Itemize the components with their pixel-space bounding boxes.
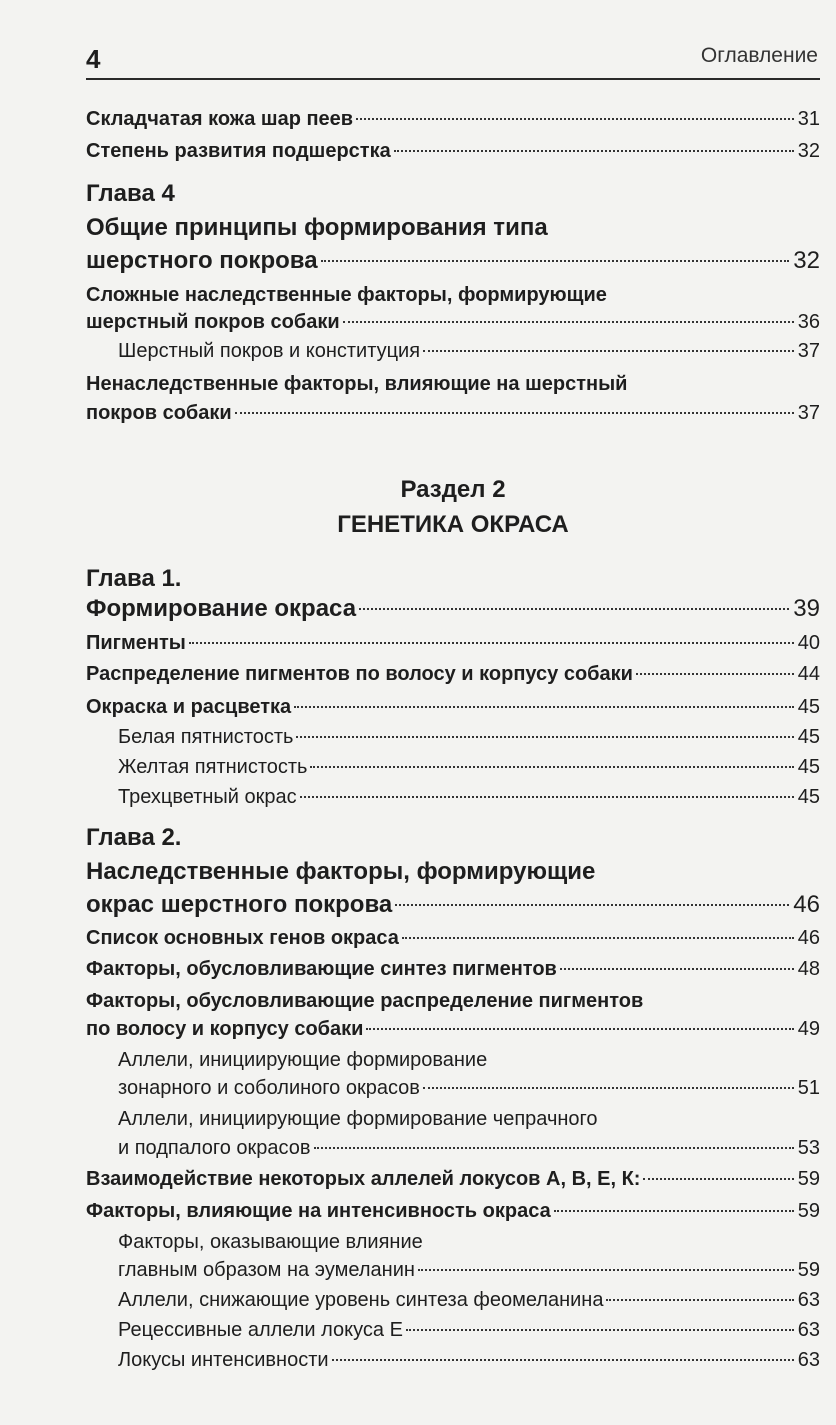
toc-entry[interactable] [86, 927, 820, 957]
page-number: 4 [86, 44, 101, 74]
toc-subentry[interactable] [118, 726, 820, 756]
toc-entry-page: 40 [797, 632, 820, 654]
toc-entry[interactable] [86, 311, 820, 341]
chapter-entry[interactable] [86, 891, 820, 925]
toc-entry-title: Степень развития подшерстка [86, 140, 391, 162]
toc-entry-page: 46 [797, 927, 820, 949]
leader-dots [359, 608, 789, 610]
toc-entry[interactable] [86, 632, 820, 662]
leader-dots [310, 766, 793, 768]
toc-entry-page: 45 [797, 696, 820, 718]
toc-entry[interactable] [86, 1200, 820, 1230]
toc-entry-page: 59 [797, 1168, 820, 1190]
toc-entry[interactable] [86, 140, 820, 170]
toc-entry[interactable] [86, 696, 820, 726]
toc-entry-title: Распределение пигментов по волосу и корпусу собаки [86, 663, 633, 685]
toc-entry-title: главным образом на эумеланин [118, 1259, 415, 1281]
toc-entry-page: 49 [797, 1018, 820, 1040]
toc-entry-title: Белая пятнистость [118, 726, 294, 748]
toc-entry-page: 63 [797, 1289, 820, 1311]
chapter-page: 32 [793, 247, 820, 274]
toc-entry-page: 36 [797, 311, 820, 333]
chapter-page: 46 [793, 891, 820, 918]
leader-dots [235, 412, 794, 414]
toc-entry[interactable] [86, 402, 820, 432]
leader-dots [554, 1210, 794, 1212]
toc-entry-title: Окраска и расцветка [86, 696, 292, 718]
toc-entry-title: покров собаки [86, 402, 232, 424]
toc-entry-title: Трехцветный окрас [118, 786, 297, 808]
running-title: Оглавление [700, 44, 818, 67]
toc-entry-title: зонарного и соболиного окрасов [118, 1077, 420, 1099]
leader-dots [394, 150, 794, 152]
toc-subentry[interactable] [118, 1137, 820, 1167]
toc-subentry[interactable] [118, 1289, 820, 1319]
toc-entry-page: 45 [797, 756, 820, 778]
toc-entry[interactable] [86, 958, 820, 988]
toc-subentry[interactable] [118, 756, 820, 786]
toc-entry-title: Складчатая кожа шар пеев [86, 108, 354, 130]
toc-entry-title: Факторы, влияющие на интенсивность окраса [86, 1200, 551, 1222]
toc-entry[interactable] [86, 663, 820, 693]
toc-entry-title: Рецессивные аллели локуса Е [118, 1319, 403, 1341]
toc-entry-page: 45 [797, 726, 820, 748]
toc-entry-line: Факторы, обусловливающие распределение пигментов [86, 990, 644, 1012]
chapter-label: Глава 1. [86, 565, 182, 592]
toc-entry-line: Сложные наследственные факторы, формирующие [86, 284, 607, 306]
leader-dots [423, 1087, 794, 1089]
toc-entry-page: 63 [797, 1349, 820, 1371]
toc-subentry[interactable] [118, 1319, 820, 1349]
toc-entry-page: 53 [797, 1137, 820, 1159]
leader-dots [606, 1299, 793, 1301]
toc-subentry[interactable] [118, 1349, 820, 1379]
toc-entry-title: и подпалого окрасов [118, 1137, 311, 1159]
toc-subentry[interactable] [118, 340, 820, 370]
leader-dots [189, 642, 794, 644]
chapter-page: 39 [793, 595, 820, 622]
leader-dots [560, 968, 794, 970]
chapter-title-line: Общие принципы формирования типа [86, 214, 548, 241]
toc-entry-page: 37 [797, 340, 820, 362]
leader-dots [366, 1028, 793, 1030]
toc-entry-page: 45 [797, 786, 820, 808]
toc-entry-title: шерстный покров собаки [86, 311, 340, 333]
leader-dots [395, 904, 789, 906]
toc-entry[interactable] [86, 108, 820, 138]
leader-dots [343, 321, 794, 323]
leader-dots [294, 706, 794, 708]
toc-entry-title: Пигменты [86, 632, 186, 654]
toc-subentry-line: Аллели, инициирующие формирование [118, 1049, 488, 1071]
leader-dots [636, 673, 794, 675]
toc-entry-page: 48 [797, 958, 820, 980]
leader-dots [314, 1147, 794, 1149]
section-title: ГЕНЕТИКА ОКРАСА [337, 511, 569, 538]
chapter-title: окрас шерстного покрова [86, 891, 393, 918]
toc-entry-title: Взаимодействие некоторых аллелей локусов А, В, Е, К: [86, 1168, 641, 1190]
toc-entry-title: по волосу и корпусу собаки [86, 1018, 364, 1040]
chapter-label: Глава 2. [86, 824, 182, 851]
toc-entry-page: 44 [797, 663, 820, 685]
toc-entry-line: Ненаследственные факторы, влияющие на шерстный [86, 373, 628, 395]
leader-dots [296, 736, 793, 738]
toc-subentry[interactable] [118, 1259, 820, 1289]
toc-entry-title: Шерстный покров и конституция [118, 340, 421, 362]
chapter-title-line: Наследственные факторы, формирующие [86, 858, 596, 885]
page-header [86, 38, 820, 80]
toc-entry-title: Факторы, обусловливающие синтез пигментов [86, 958, 557, 980]
chapter-title: шерстного покрова [86, 247, 318, 274]
leader-dots [356, 118, 794, 120]
toc-entry[interactable] [86, 1018, 820, 1048]
leader-dots [643, 1178, 793, 1180]
leader-dots [406, 1329, 794, 1331]
toc-subentry-line: Факторы, оказывающие влияние [118, 1231, 423, 1253]
toc-subentry[interactable] [118, 786, 820, 816]
toc-entry-title: Желтая пятнистость [118, 756, 308, 778]
chapter-entry[interactable] [86, 247, 820, 281]
chapter-label: Глава 4 [86, 180, 175, 207]
toc-subentry-line: Аллели, инициирующие формирование чепрачного [118, 1108, 598, 1130]
leader-dots [332, 1359, 794, 1361]
chapter-entry[interactable] [86, 595, 820, 629]
leader-dots [321, 260, 790, 262]
section-label: Раздел 2 [400, 476, 506, 503]
toc-entry-page: 59 [797, 1200, 820, 1222]
toc-entry-page: 63 [797, 1319, 820, 1341]
toc-entry-page: 32 [797, 140, 820, 162]
leader-dots [402, 937, 794, 939]
toc-entry-title: Список основных генов окраса [86, 927, 399, 949]
toc-entry-title: Локусы интенсивности [118, 1349, 329, 1371]
chapter-title: Формирование окраса [86, 595, 357, 622]
toc-entry-page: 31 [797, 108, 820, 130]
toc-entry-page: 37 [797, 402, 820, 424]
toc-entry[interactable] [86, 1168, 820, 1198]
leader-dots [423, 350, 794, 352]
toc-entry-page: 51 [797, 1077, 820, 1099]
leader-dots [300, 796, 794, 798]
leader-dots [418, 1269, 794, 1271]
toc-subentry[interactable] [118, 1077, 820, 1107]
toc-entry-page: 59 [797, 1259, 820, 1281]
toc-entry-title: Аллели, снижающие уровень синтеза феомеланина [118, 1289, 604, 1311]
